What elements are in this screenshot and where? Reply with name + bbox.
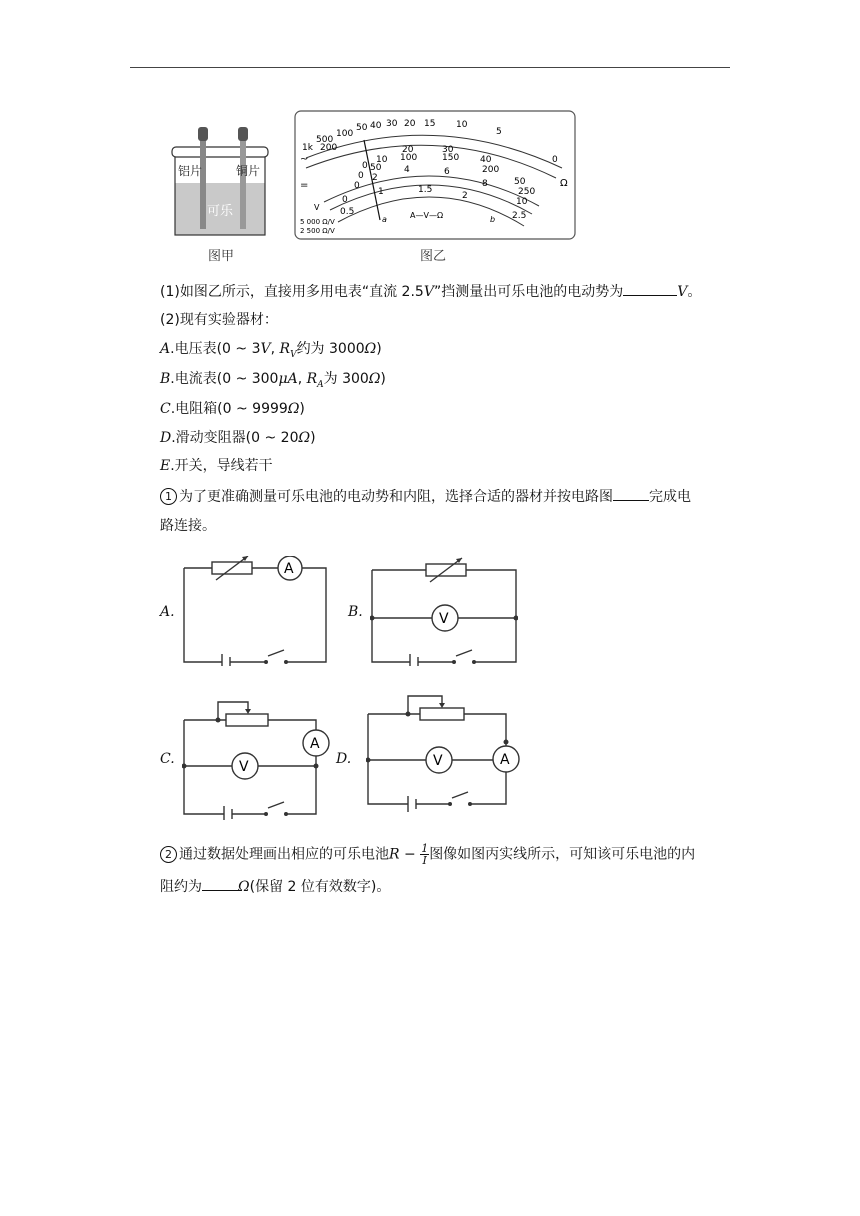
option-a-label: A.	[160, 604, 175, 620]
dial-s25-2: 2	[462, 191, 468, 201]
dial-ohm-100: 100	[336, 129, 354, 139]
voltmeter-d-label: V	[433, 753, 443, 769]
equipment-c: C.电阻箱(0 ~ 9999Ω)	[160, 401, 305, 417]
circuit-a	[182, 556, 328, 666]
dial-ohm-200: 200	[320, 143, 338, 153]
dial-ohm-15: 15	[424, 119, 436, 129]
dial-s50-10: 10	[376, 155, 388, 165]
option-b-label: B.	[348, 604, 363, 620]
dial-spec-2: 2 500 Ω/V	[300, 227, 335, 235]
dial-s10-2: 2	[372, 173, 378, 183]
dial-ohm-5: 5	[496, 127, 502, 137]
sub-question-2-line1: 2 通过数据处理画出相应的可乐电池R − $\frac{1}{I}$ 图像如图丙实线所示，可知该可乐电池的内	[160, 843, 695, 866]
dial-ohm-20: 20	[404, 119, 416, 129]
dial-mark-a: a	[382, 215, 387, 224]
header-rule	[130, 67, 730, 68]
answer-blank-circuit[interactable]	[613, 486, 649, 501]
dial-v-symbol: V	[314, 203, 320, 212]
voltmeter-b-label: V	[439, 611, 449, 627]
dial-ohm-40: 40	[370, 121, 382, 131]
copper-label: 铜片	[236, 164, 261, 178]
figure-cola-battery	[170, 125, 270, 237]
dial-center-mark: A—V—Ω	[410, 211, 444, 220]
voltmeter-c-label: V	[239, 759, 249, 775]
dial-s250-50: 50	[370, 163, 382, 173]
dial-s50-20: 20	[402, 145, 414, 155]
sub-question-1-line2: 路连接。	[160, 518, 216, 534]
dial-ohm-1k: 1k	[302, 143, 313, 153]
ammeter-c-label: A	[310, 736, 320, 752]
dial-ohm-500: 500	[316, 135, 334, 145]
dial-s25-0: 0	[342, 195, 348, 205]
cola-label: 可乐	[207, 204, 234, 219]
option-d-label: D.	[336, 751, 352, 767]
dial-s50-40: 40	[480, 155, 492, 165]
dial-ohm-50: 50	[356, 123, 368, 133]
dial-mark-b: b	[490, 215, 496, 224]
dial-s25-05: 0.5	[340, 207, 355, 217]
dial-s10-6: 6	[444, 167, 450, 177]
dial-s10-8: 8	[482, 179, 488, 189]
dial-s250-100: 100	[400, 153, 418, 163]
figure-multimeter-dial	[294, 110, 576, 240]
answer-blank-emf[interactable]	[623, 281, 677, 296]
answer-blank-resistance[interactable]	[202, 876, 238, 891]
dial-ohm-10: 10	[456, 120, 468, 130]
ammeter-d-label: A	[500, 752, 510, 768]
sub-question-2-line2: 阻约为 Ω(保留 2 位有效数字)。	[160, 876, 390, 897]
question-2-intro: (2)现有实验器材：	[160, 312, 278, 328]
fraction-one-over-i: $\frac{1}{I}$	[421, 842, 429, 867]
dial-s25-1: 1	[378, 187, 384, 197]
dial-ohm-0: 0	[552, 155, 558, 165]
dial-s250-250: 250	[518, 187, 536, 197]
dial-s250-150: 150	[442, 153, 460, 163]
ammeter-a-label: A	[284, 561, 294, 577]
circuit-c	[182, 700, 334, 820]
figure-jia-caption: 图甲	[208, 249, 235, 264]
dial-dc-symbol: =	[300, 180, 309, 191]
figure-yi-caption: 图乙	[420, 249, 447, 264]
dial-spec-1: 5 000 Ω/V	[300, 218, 335, 226]
dial-s50-0: 0	[362, 161, 368, 171]
dial-s10-10: 10	[516, 197, 528, 207]
dial-s25-15: 1.5	[418, 185, 433, 195]
dial-omega-symbol: Ω	[560, 178, 568, 189]
option-c-label: C.	[160, 751, 175, 767]
dial-s250-0: 0	[358, 171, 364, 181]
sub-question-1-line1: 1 为了更准确测量可乐电池的电动势和内阻，选择合适的器材并按电路图 完成电	[160, 486, 691, 507]
equipment-e: E.开关，导线若干	[160, 458, 273, 474]
dial-s50-50: 50	[514, 177, 526, 187]
dial-s10-0: 0	[354, 181, 360, 191]
aluminum-label: 铝片	[178, 164, 203, 178]
circuit-d	[366, 694, 526, 814]
question-1: (1)如图乙所示，直接用多用电表“直流 2.5V”挡测量出可乐电池的电动势为 V。	[160, 281, 701, 302]
equipment-a: A.电压表(0 ~ 3V, $R_V$约为 3000Ω)	[160, 341, 382, 360]
equipment-b: B.电流表(0 ~ 300μA, $R_A$为 300Ω)	[160, 371, 386, 390]
circuit-b	[370, 556, 518, 666]
dial-ohm-30: 30	[386, 119, 398, 129]
dial-s50-30: 30	[442, 145, 454, 155]
dial-s10-4: 4	[404, 165, 410, 175]
equipment-d: D.滑动变阻器(0 ~ 20Ω)	[160, 430, 316, 446]
dial-s250-200: 200	[482, 165, 500, 175]
dial-ac-symbol: ~	[300, 154, 309, 165]
dial-s25-25: 2.5	[512, 211, 527, 221]
